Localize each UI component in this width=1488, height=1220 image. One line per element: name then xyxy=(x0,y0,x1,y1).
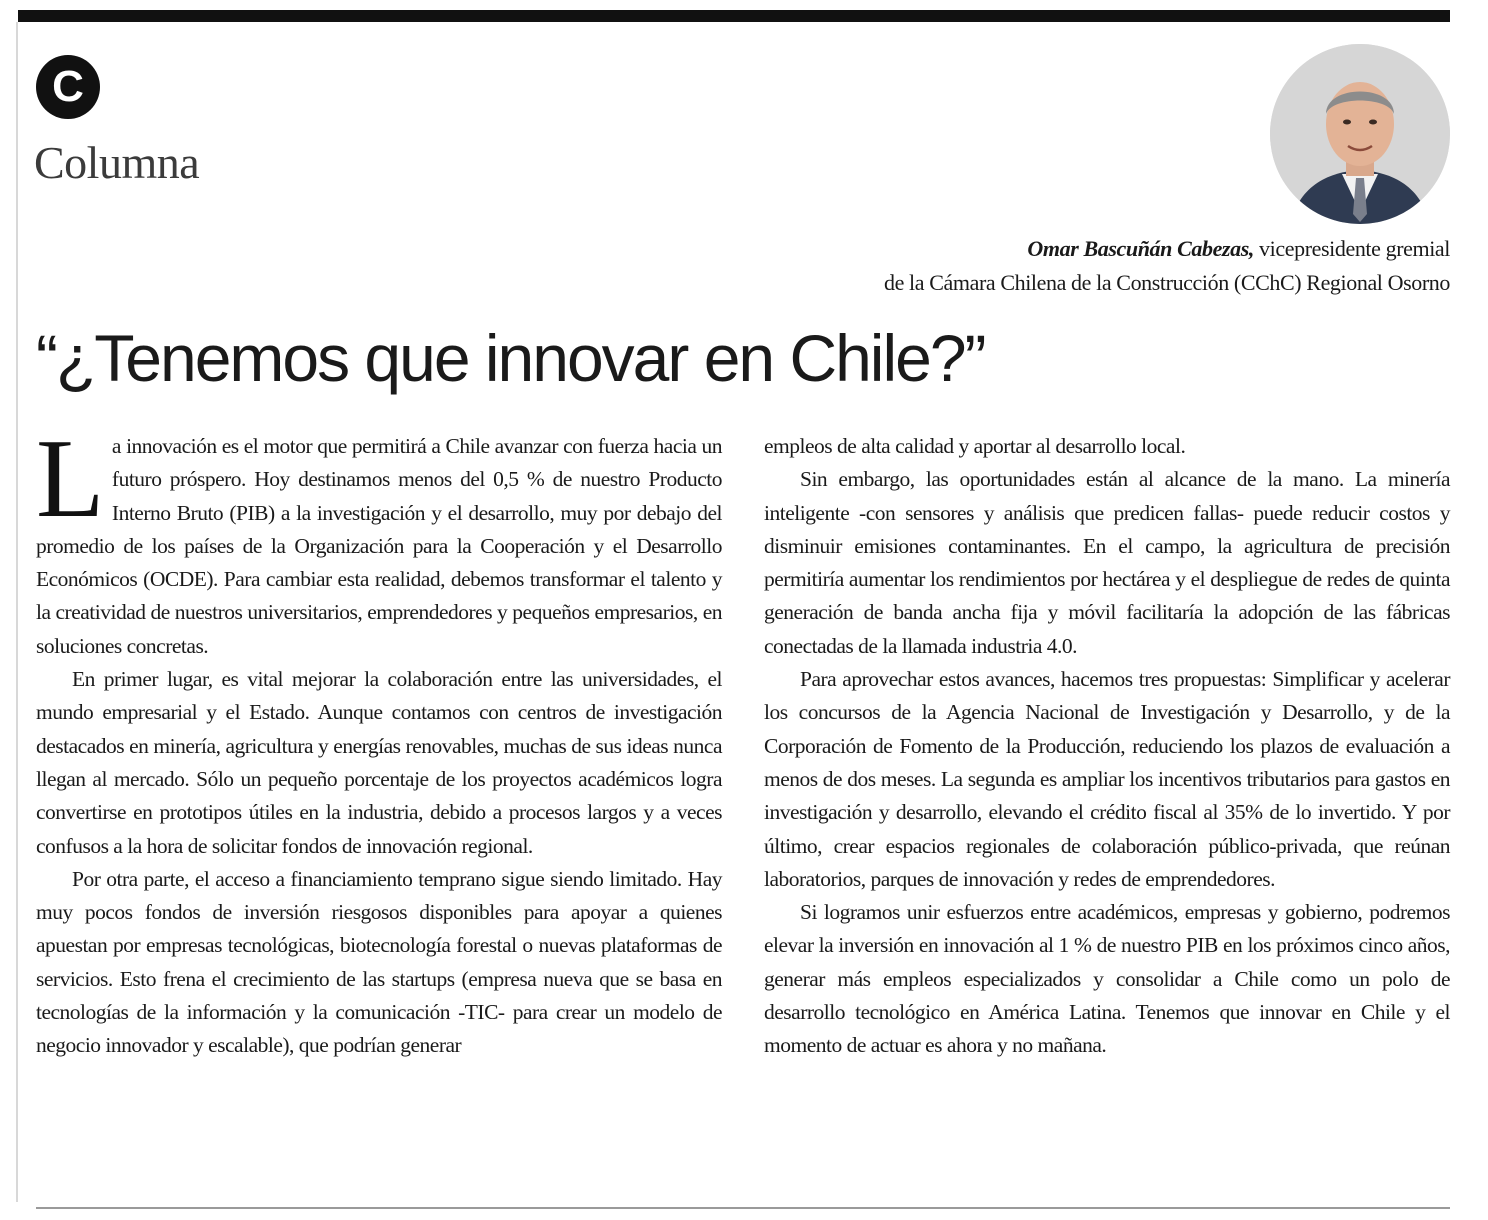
top-rule xyxy=(18,10,1450,22)
author-role: vicepresidente gremial xyxy=(1253,236,1450,261)
byline xyxy=(884,232,1450,300)
author-portrait-icon xyxy=(1270,44,1450,224)
article-paragraph-text: a innovación es el motor que permitirá a Chile avanzar con fuerza hacia un futuro próspero. Hoy destinamos menos del 0,5 % de nuestro Producto Interno Bruto (PIB) a la investigación y el desarrollo, muy por debajo del promedio de los países de la Organización para la Cooperación y el Desarrollo Económicos (OCDE). Para cambiar esta realidad, debemos transformar el talento y la creatividad de nuestros universitarios, emprendedores y pequeños empresarios, en soluciones concretas. xyxy=(36,434,722,658)
article-paragraph: En primer lugar, es vital mejorar la colaboración entre las universidades, el mundo empresarial y el Estado. Aunque contamos con centros de investigación destacados en minería, agricultura y energías renovables, muchas de sus ideas nunca llegan al mercado. Sólo un pequeño porcentaje de los proyectos académicos logra convertirse en prototipos útiles en la industria, debido a procesos largos y a veces confusos a la hora de solicitar fondos de innovación regional. xyxy=(36,667,722,858)
byline-line-1 xyxy=(884,232,1450,266)
section-badge-letter: C xyxy=(52,62,84,111)
article-paragraph xyxy=(36,417,722,663)
bottom-rule xyxy=(36,1207,1450,1209)
author-name: Omar Bascuñán Cabezas, xyxy=(1027,236,1254,261)
article-column-left xyxy=(36,417,722,1063)
section-badge xyxy=(36,55,100,119)
article-paragraph: Para aprovechar estos avances, hacemos tres propuestas: Simplificar y acelerar los concursos de la Agencia Nacional de Investigación y Desarrollo, y de la Corporación de Fomento de la Producción, reduciendo los plazos de evaluación a menos de dos meses. La segunda es ampliar los incentivos tributarios para gastos en investigación y desarrollo, elevando el crédito fiscal al 35% de lo invertido. Y por último, crear espacios regionales de colaboración público-privada, que reúnan laboratorios, parques de innovación y redes de emprendedores. xyxy=(764,667,1450,891)
headline: “¿Tenemos que innovar en Chile?” xyxy=(36,321,985,395)
article-paragraph: Por otra parte, el acceso a financiamiento temprano sigue siendo limitado. Hay muy pocos fondos de inversión riesgosos disponibles para apoyar a quienes apuestan por empresas tecnológicas, biotecnología forestal o nuevas plataformas de servicios. Esto frena el crecimiento de las startups (empresa nueva que se basa en tecnologías de la información y la comunicación -TIC- para crear un modelo de negocio innovador y escalable), que podrían generar xyxy=(36,866,722,1058)
byline-line-2: de la Cámara Chilena de la Construcción (CChC) Regional Osorno xyxy=(883,270,1450,295)
article-column-right xyxy=(764,430,1450,1063)
article-paragraph: Sin embargo, las oportunidades están al alcance de la mano. La minería inteligente -con sensores y análisis que predicen fallas- puede reducir costos y disminuir emisiones contaminantes. En el campo, la agricultura de precisión permitiría aumentar los rendimientos por hectárea y el despliegue de redes de quinta generación de banda ancha fija y móvil facilitaría la adopción de las fábricas conectadas de la llamada industria 4.0. xyxy=(764,467,1450,658)
article-paragraph: empleos de alta calidad y aportar al desarrollo local. xyxy=(764,434,1186,458)
article-paragraph: Si logramos unir esfuerzos entre académicos, empresas y gobierno, podremos elevar la inversión en innovación al 1 % de nuestro PIB en los próximos cinco años, generar más empleos especializados y consolidar a Chile como un polo de desarrollo tecnológico en América Latina. Tenemos que innovar en Chile y el momento de actuar es ahora y no mañana. xyxy=(764,900,1450,1058)
author-photo xyxy=(1270,44,1450,224)
section-label: Columna xyxy=(34,137,200,188)
drop-cap: L xyxy=(36,417,104,541)
left-margin-rule xyxy=(16,22,18,1202)
